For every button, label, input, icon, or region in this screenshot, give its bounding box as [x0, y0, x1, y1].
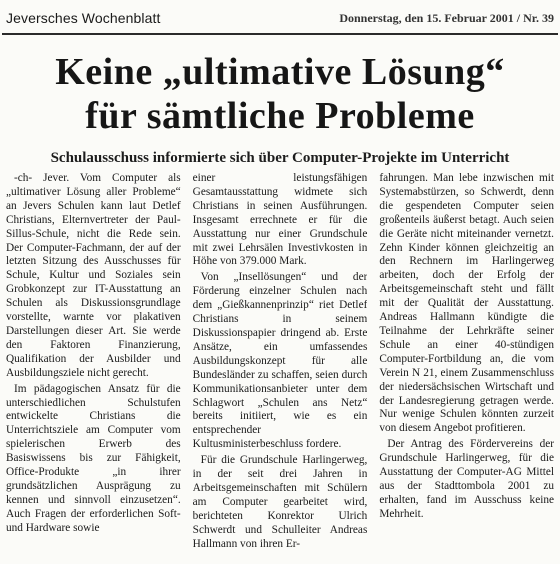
paragraph: fahrungen. Man lebe inzwischen mit Systemabstürzen, so Schwerdt, denn die gespendeten Computer seien großenteils äußerst betagt. Auch seien die Geräte nicht miteinander vernetzt. Zehn Kinder können gleichzeitig an den Rechnern im Harlingerweg arbeiten, doch der Erfolg der Arbeitsgemeinschaft steht und fällt mit der Qualität der Ausstattung. Andreas Hallmann kündigte die Teilnahme der Lehrkräfte seiner Schule an einer 40-stündigen Computer-Fortbildung an, die vom Verein N 21, einem Zusammenschluss der niedersächsischen Wirtschaft und der Landesregierung getragen werde. Nur wenige Schulen könnten zurzeit von diesem Angebot profitieren. — [379, 172, 555, 435]
headline-line-2: für sämtliche Probleme — [85, 95, 475, 137]
paragraph: Von „Insellösungen“ und der Förderung einzelner Schulen nach dem „Gießkannenprinzip“ riet Detlef Christians in seinem Diskussionspapier dringend ab. Erste Ansätze, ein umfassendes Ausbildungskonzept für alle Bundesländer zu schaffen, seien durch Kommunikationsanbieter unter dem Schlagwort „Schulen ans Netz“ bereits initiiert, wie es ein entsprechender Kultusministerbeschluss fordere. — [192, 271, 368, 451]
masthead — [0, 0, 560, 34]
article-headline — [0, 50, 560, 138]
article-subheadline: Schulausschuss informierte sich über Computer-Projekte im Unterricht — [50, 150, 510, 166]
article-body — [6, 172, 554, 562]
paragraph: Im pädagogischen Ansatz für die unterschiedlichen Schulstufen entwickelte Christians die Unterrichtsziele am Computer vom spielerischen Erwerb des Basiswissens bis zur Fähigkeit, Office-Produkte „in ihrer grundsätzlichen Ausprägung zu kennen und sinnvoll einzusetzen“. Auch Fragen der erforderlichen Soft- und Hardware sowie — [6, 382, 181, 534]
issue-dateline: Donnerstag, den 15. Februar 2001 / Nr. 39 — [339, 11, 554, 25]
paragraph: Für die Grundschule Harlingerweg, in der seit drei Jahren in Arbeitsgemeinschaften mit Schülern am Computer gearbeitet wird, berichteten Konrektor Ulrich Schwerdt und Schulleiter Andreas Hallmann von ihren Er- — [192, 454, 368, 550]
article-column-2 — [193, 172, 368, 562]
paragraph: -ch- Jever. Vom Computer als „ultimativer Lösung aller Probleme“ an Jevers Schulen kann laut Detlef Christians, Elternvertreter der Paul-Sillus-Schule, nicht die Rede sein. Der Computer-Fachmann, der auf der letzten Sitzung des Ausschusses für Schule, Kultur und Soziales sein Grobkonzept zur IT-Ausstattung an Schulen als Diskussionsgrundlage vorstellte, warnte vor plakativen Darstellungen dieser Art. Sie werde den Faktoren Finanzierung, Qualifikation der Ausbilder und Ausbildungsziele nicht gerecht. — [6, 172, 181, 379]
article-column-1 — [6, 172, 181, 562]
paragraph: einer leistungsfähigen Gesamtausstattung widmete sich Christians in seinen Ausführungen. Insgesamt errechnete er für die Ausstattung nur einer Grundschule mit zwei Lehrsälen Investivkosten in Höhe von 379.000 Mark. — [192, 172, 368, 268]
header-rule — [2, 33, 558, 35]
newspaper-name: Jeversches Wochenblatt — [6, 10, 161, 26]
article-column-3 — [379, 172, 554, 562]
paragraph: Der Antrag des Fördervereins der Grundschule Harlingerweg, für die Ausstattung der Computer-AG Mittel aus der Stadttombola 2001 zu erhalten, fand im Ausschuss keine Mehrheit. — [379, 438, 555, 520]
headline-line-1: Keine „ultimative Lösung“ — [55, 51, 505, 93]
